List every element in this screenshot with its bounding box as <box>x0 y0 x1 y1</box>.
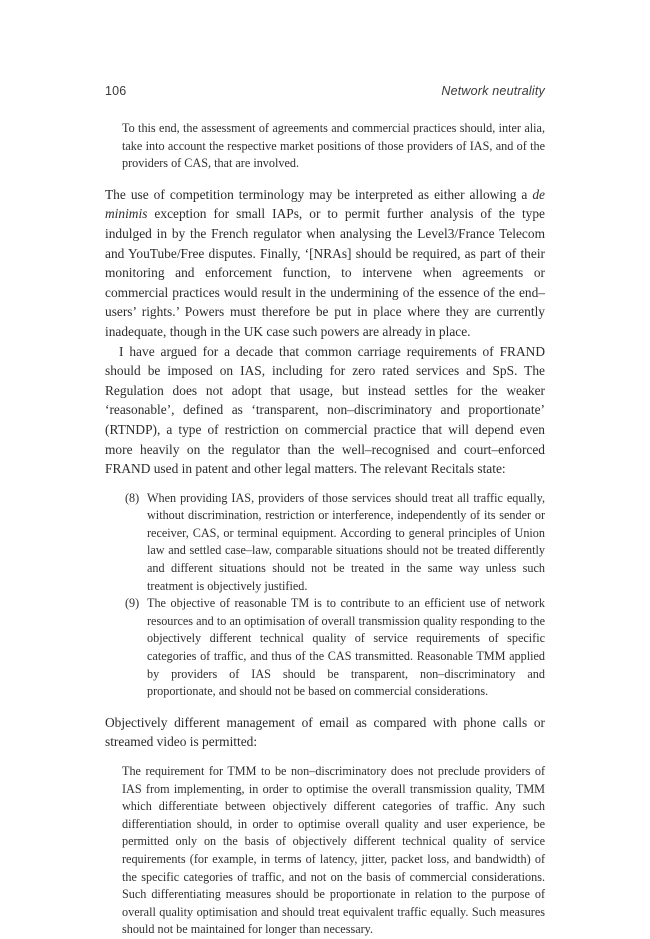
recital-text: The objective of reasonable TM is to contribute to an efficient use of network resources and to an optimisation of overall transmission quality responding to the objectively different technical quality of service requirements of specific categories of traffic, and thus of the CAS transmitted. Reasonable TMM applied by providers of IAS should be transparent, non–discriminatory and proportionate, and should not be based on commercial considerations. <box>147 596 545 699</box>
recital-item <box>125 490 545 596</box>
recital-text: When providing IAS, providers of those services should treat all traffic equally, without discrimination, restriction or interference, independently of its sender or receiver, CAS, or terminal equipment. According to general principles of Union law and settled case–law, comparable situations should not be treated differently and different situations should not be treated in the same way unless such treatment is objectively justified. <box>147 490 545 593</box>
page-number: 106 <box>105 84 127 98</box>
block-quote-1-text: To this end, the assessment of agreements and commercial practices should, inter alia, take into account the respective market positions of those providers of IAS, and of the providers of CAS, that are involved. <box>122 121 545 171</box>
block-quote-2-text: The requirement for TMM to be non–discriminatory does not preclude providers of IAS from implementing, in order to optimise the overall transmission quality, TMM which differentiate between objectively different categories of traffic. Any such differentiation should, in order to optimise overall quality and user experience, be permitted only on the basis of objectively different technical quality of service requirements (for example, in terms of latency, jitter, packet loss, and bandwidth) of the specific categories of traffic, and not on the basis of commercial considerations. Such differentiating measures should be proportionate in relation to the purpose of overall quality optimisation and should treat equivalent traffic equally. Such measures should not be maintained for longer than necessary. <box>122 764 545 937</box>
spacer <box>105 701 545 713</box>
paragraph-1-part-b: exception for small IAPs, or to permit further analysis of the type indulged in by the French regulator when analysing the Level3/France Telecom and YouTube/Free disputes. Finally, ‘[NRAs] should be required, as part of their monitoring and enforcement function, to intervene when agreements or commercial practices would result in the undermining of the essence of the end–users’ rights.’ Powers must therefore be put in place where they are currently inadequate, though in the UK case such powers are already in place. <box>105 206 545 339</box>
spacer <box>105 479 545 490</box>
recital-marker: (8) <box>125 490 140 505</box>
recital-list <box>105 490 545 701</box>
paragraph-competition-terminology <box>105 185 545 342</box>
paragraph-1-part-a: The use of competition terminology may be interpreted as either allowing a <box>105 186 533 202</box>
latin-phrase-de-minimis: de minimis <box>105 186 545 222</box>
spacer <box>105 173 545 185</box>
paragraph-frand-common-carriage: I have argued for a decade that common carriage requirements of FRAND should be imposed on IAS, including for zero rated services and SpS. The Regulation does not adopt that usage, but instead settles for the weaker ‘reasonable’, defined as ‘transparent, non–discriminatory and proportionate’ (RTNDP), a type of restriction on commercial practice that will depend even more heavily on the regulator than the well–recognised and court–enforced FRAND used in patent and other legal matters. The relevant Recitals state: <box>105 343 545 477</box>
block-quote-2 <box>105 763 545 939</box>
recital-item <box>125 595 545 701</box>
spacer <box>105 752 545 763</box>
page-content <box>105 84 545 939</box>
running-header <box>105 84 545 98</box>
running-title: Network neutrality <box>441 84 545 98</box>
block-quote-1 <box>105 120 545 173</box>
paragraph-email-management: Objectively different management of email as compared with phone calls or streamed video is permitted: <box>105 714 545 750</box>
recital-marker: (9) <box>125 596 140 611</box>
